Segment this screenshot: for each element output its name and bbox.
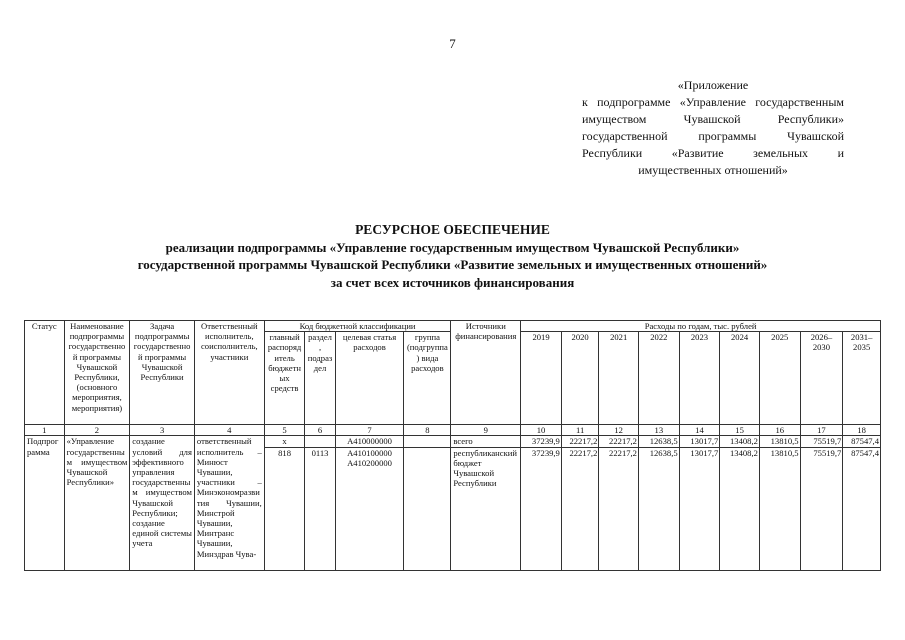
title-line-2: реализации подпрограммы «Управление государственным имуществом Чувашской Республики» (165, 239, 740, 255)
cell-section: 0113 (305, 447, 335, 570)
cell-value: 12638,5 (638, 436, 679, 447)
cell-value: 22217,2 (599, 436, 639, 447)
cell-expense-group (404, 436, 451, 447)
header-chief-admin: главный распорядитель бюджетных средств (264, 332, 305, 425)
document-title (0, 221, 905, 291)
column-number: 2 (64, 425, 130, 436)
header-sources: Источники финансирования (451, 321, 521, 425)
column-number: 15 (720, 425, 760, 436)
header-year: 2023 (679, 332, 720, 425)
title-line-1: РЕСУРСНОЕ ОБЕСПЕЧЕНИЕ (355, 222, 550, 237)
cell-value: 37239,9 (521, 447, 562, 570)
cell-status: Подпрограмма (25, 436, 65, 570)
column-number: 10 (521, 425, 562, 436)
resource-table (24, 320, 881, 571)
header-executor: Ответственный исполнитель, соисполнитель, участники (194, 321, 264, 425)
cell-chief-admin: х (264, 436, 305, 447)
column-number: 18 (843, 425, 881, 436)
column-number: 4 (194, 425, 264, 436)
cell-value: 75519,7 (800, 447, 843, 570)
header-year: 2020 (561, 332, 599, 425)
header-expenses-by-year: Расходы по годам, тыс. рублей (521, 321, 881, 332)
column-number: 9 (451, 425, 521, 436)
column-number: 3 (130, 425, 195, 436)
column-number: 16 (759, 425, 800, 436)
header-year: 2024 (720, 332, 760, 425)
appendix-first-line: «Приложение (677, 78, 749, 92)
header-expense-group: группа (подгруппа) вида расходов (404, 332, 451, 425)
header-status: Статус (25, 321, 65, 425)
header-name: Наименование подпрограммы государственной программы Чувашской Республики, (основного мероприятия, мероприятия) (64, 321, 130, 425)
cell-value: 22217,2 (561, 447, 599, 570)
column-number: 13 (638, 425, 679, 436)
column-number: 1 (25, 425, 65, 436)
header-section: раздел, подраздел (305, 332, 335, 425)
cell-value: 13408,2 (720, 436, 760, 447)
cell-value: 87547,4 (843, 447, 881, 570)
cell-task: создание условий для эффективного управления государственным имуществом Чувашской Республики; создание единой системы учета (130, 436, 195, 570)
header-target-item: целевая статья расходов (335, 332, 404, 425)
cell-value: 37239,9 (521, 436, 562, 447)
column-number: 6 (305, 425, 335, 436)
cell-section (305, 436, 335, 447)
appendix-note (582, 77, 844, 179)
cell-value: 13810,5 (759, 436, 800, 447)
cell-executor: ответственный исполнитель – Минюст Чувашии, участники – Минэкономразвития Чувашии, Минстрой Чувашии, Минтранс Чувашии, Минздрав Чува- (194, 436, 264, 570)
column-number-row (25, 425, 881, 436)
header-year: 2026–2030 (800, 332, 843, 425)
cell-target-item: А410000000 (335, 436, 404, 447)
column-number: 12 (599, 425, 639, 436)
column-number: 5 (264, 425, 305, 436)
cell-value: 22217,2 (561, 436, 599, 447)
header-budget-code: Код бюджетной классификации (264, 321, 451, 332)
cell-value: 22217,2 (599, 447, 639, 570)
title-line-4: за счет всех источников финансирования (330, 274, 575, 290)
cell-value: 75519,7 (800, 436, 843, 447)
table-row (25, 436, 881, 447)
cell-source: республиканский бюджет Чувашской Республики (451, 447, 521, 570)
header-task: Задача подпрограммы государственной программы Чувашской Республики (130, 321, 195, 425)
cell-expense-group (404, 447, 451, 570)
cell-value: 13017,7 (679, 436, 720, 447)
cell-value: 13017,7 (679, 447, 720, 570)
cell-value: 13810,5 (759, 447, 800, 570)
column-number: 11 (561, 425, 599, 436)
header-year: 2019 (521, 332, 562, 425)
column-number: 8 (404, 425, 451, 436)
cell-value: 12638,5 (638, 447, 679, 570)
cell-value: 13408,2 (720, 447, 760, 570)
column-number: 14 (679, 425, 720, 436)
header-year: 2025 (759, 332, 800, 425)
header-year: 2031–2035 (843, 332, 881, 425)
header-year: 2022 (638, 332, 679, 425)
cell-target-item: А410100000 А410200000 (335, 447, 404, 570)
title-line-3: государственной программы Чувашской Республики «Развитие земельных и имущественных отношений» (137, 257, 768, 272)
appendix-body: к подпрограмме «Управление государственным имуществом Чувашской Республики» государственной программы Чувашской Республики «Развитие земельных и имущественных отношений» (582, 95, 844, 177)
header-year: 2021 (599, 332, 639, 425)
column-number: 17 (800, 425, 843, 436)
column-number: 7 (335, 425, 404, 436)
page-number: 7 (449, 36, 456, 51)
cell-value: 87547,4 (843, 436, 881, 447)
cell-source: всего (451, 436, 521, 447)
cell-chief-admin: 818 (264, 447, 305, 570)
cell-name: «Управление государственным имуществом Чувашской Республики» (64, 436, 130, 570)
